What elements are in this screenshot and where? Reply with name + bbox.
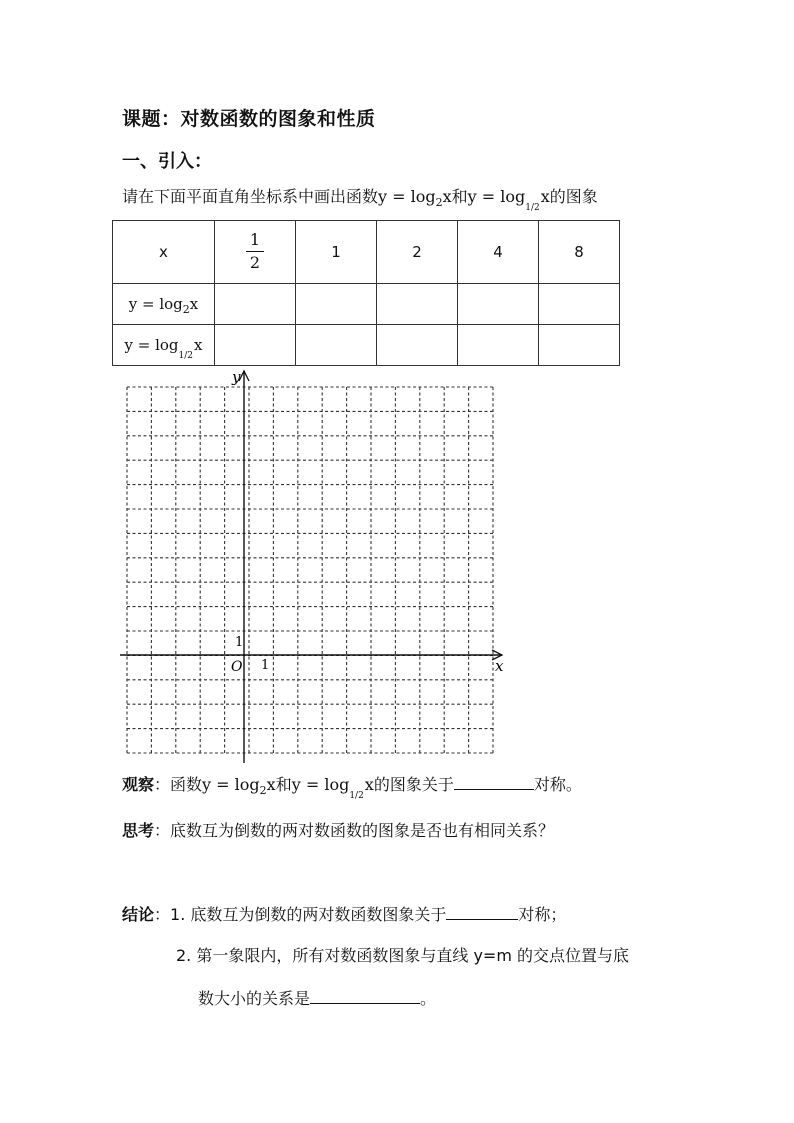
coordinate-grid[interactable] [120, 368, 510, 763]
conclusion-label: 结论 [122, 905, 155, 924]
think-line: 思考：底数互为倒数的两对数函数的图象是否也有相同关系？ [122, 821, 555, 840]
table-cell[interactable] [296, 284, 377, 325]
table-cell[interactable] [296, 325, 377, 366]
table-header-x-value: 4 [458, 221, 539, 284]
think-label: 思考 [122, 821, 155, 840]
y-axis-label: y [232, 368, 241, 386]
answer-blank-symmetry[interactable] [454, 775, 534, 790]
table-cell[interactable] [215, 325, 296, 366]
origin-label: O [231, 659, 243, 675]
func1-expression: $y = \log_2x$ [202, 775, 276, 797]
conclusion-item-2: 2. 第一象限内，所有对数函数图象与直线 y=m 的交点位置与底 [176, 946, 629, 965]
table-row-label-log-half: $y = \log_{1/2}x$ [113, 325, 215, 366]
conclusion-item-2-cont: 数大小的关系是 。 [198, 989, 437, 1008]
table-cell[interactable] [377, 325, 458, 366]
table-row-label-log2: $y = \log_2x$ [113, 284, 215, 325]
answer-blank-conclusion-2[interactable] [310, 989, 420, 1004]
intro-text-pre: 请在下面平面直角坐标系中画出函数 [122, 187, 379, 206]
table-cell[interactable] [215, 284, 296, 325]
func2-expression: $y = \log_{1/2}x$ [467, 187, 550, 213]
table-cell[interactable] [377, 284, 458, 325]
observation-line: 观察：函数$y = \log_2x$和$y = \log_{1/2}x$的图象关于 对称。 [122, 775, 582, 801]
fraction-half: $\frac{1}{2}$ [246, 232, 264, 271]
table-header-x-value: 8 [539, 221, 620, 284]
table-header-x: x [113, 221, 215, 284]
table-header-x-value: 2 [377, 221, 458, 284]
page-title: 课题：对数函数的图象和性质 [122, 108, 376, 130]
think-text: 底数互为倒数的两对数函数的图象是否也有相同关系？ [170, 821, 555, 840]
observation-label: 观察 [122, 775, 155, 794]
conclusion-item-1: 结论：1. 底数互为倒数的两对数函数图象关于 对称； [122, 905, 567, 924]
intro-text-and: 和 [451, 187, 468, 206]
x-unit-label: 1 [261, 658, 270, 673]
table-header-half [215, 221, 296, 284]
table-cell[interactable] [539, 325, 620, 366]
table-header-x-value: 1 [296, 221, 377, 284]
values-table [112, 220, 620, 366]
table-cell[interactable] [458, 284, 539, 325]
table-cell[interactable] [539, 284, 620, 325]
coordinate-plane-svg [120, 368, 510, 763]
section-heading-intro: 一、引入： [122, 151, 212, 172]
answer-blank-conclusion-1[interactable] [446, 905, 518, 920]
intro-text-post: 的图象 [549, 187, 598, 206]
x-axis-label: x [495, 657, 504, 675]
func1-expression: $y = \log_2x$ [378, 187, 452, 209]
intro-instruction [122, 184, 598, 213]
table-cell[interactable] [458, 325, 539, 366]
func2-expression: $y = \log_{1/2}x$ [291, 775, 374, 801]
y-unit-label: 1 [235, 635, 244, 650]
